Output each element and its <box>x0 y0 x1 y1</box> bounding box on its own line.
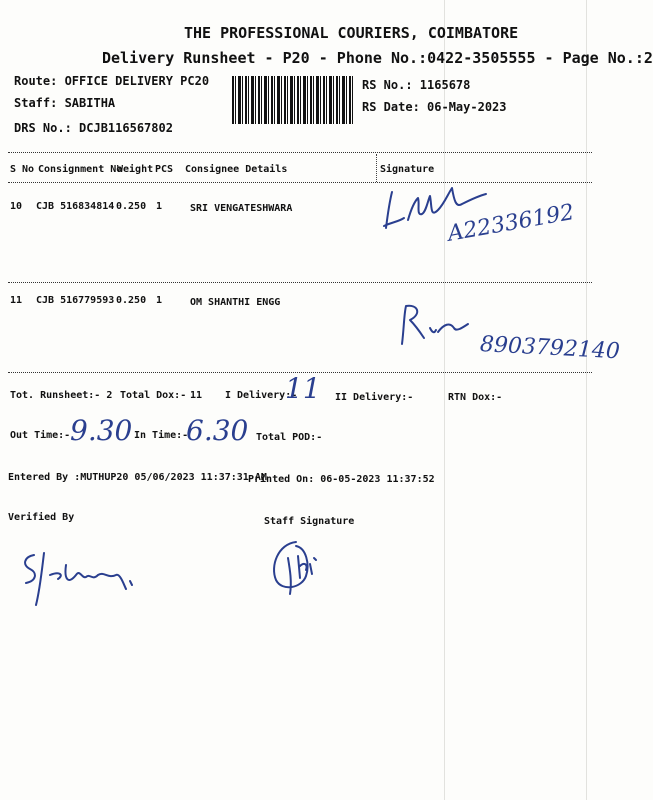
scan-line <box>444 0 445 800</box>
rtn-dox-label: RTN Dox:- <box>448 392 503 403</box>
i-delivery-label: I Delivery:- <box>225 390 298 401</box>
verifier-signature <box>20 545 140 615</box>
row-consignment: CJB 516834814 <box>36 201 115 212</box>
i-delivery-value: 11 <box>285 372 321 405</box>
route-label: Route: OFFICE DELIVERY PC20 <box>14 74 210 88</box>
runsheet-subtitle: Delivery Runsheet - P20 - Phone No.:0422-3505555 - Page No.:2 <box>102 49 653 67</box>
total-pod-label: Total POD:- <box>256 432 323 443</box>
total-dox-value: 11 <box>190 390 203 401</box>
rs-number: RS No.: 1165678 <box>362 78 471 92</box>
header-divider <box>376 154 377 182</box>
verified-by-label: Verified By <box>8 512 75 523</box>
col-header-consignee: Consignee Details <box>185 164 288 175</box>
handwritten-phone-number: 8903792140 <box>479 332 621 365</box>
in-time-value: 6.30 <box>186 414 249 447</box>
total-dox-label: Total Dox:- <box>120 390 187 401</box>
ii-delivery-label: II Delivery:- <box>335 392 414 403</box>
col-header-sno: S No <box>10 164 35 175</box>
barcode <box>232 76 354 124</box>
col-header-pcs: PCS <box>155 164 174 175</box>
staff-signature-label: Staff Signature <box>264 516 355 527</box>
staff-signature <box>266 538 326 598</box>
col-header-weight: Weight <box>117 164 154 175</box>
row-sno: 11 <box>10 295 23 306</box>
table-header-rule <box>8 182 592 183</box>
entered-by: Entered By :MUTHUP20 05/06/2023 11:37:31 AM <box>8 472 267 483</box>
row-pcs: 1 <box>156 201 163 212</box>
row-pcs: 1 <box>156 295 163 306</box>
row-consignment: CJB 516779593 <box>36 295 115 306</box>
out-time-value: 9.30 <box>70 414 133 447</box>
row-weight: 0.250 <box>116 201 147 212</box>
recipient-signature-2 <box>396 298 476 348</box>
out-time-label: Out Time:- <box>10 430 71 441</box>
row-sno: 10 <box>10 201 23 212</box>
row-consignee: OM SHANTHI ENGG <box>190 297 281 308</box>
row-consignee: SRI VENGATESHWARA <box>190 203 293 214</box>
scan-line <box>586 0 587 800</box>
handwritten-id-number: A22336192 <box>445 199 577 247</box>
staff-label: Staff: SABITHA <box>14 96 116 110</box>
total-runsheet: Tot. Runsheet:- 2 <box>10 390 113 401</box>
company-title: THE PROFESSIONAL COURIERS, COIMBATORE <box>184 24 519 42</box>
row-separator <box>8 282 592 283</box>
printed-on: Printed On: 06-05-2023 11:37:52 <box>248 474 435 485</box>
table-top-rule <box>8 152 592 153</box>
in-time-label: In Time:- <box>134 430 189 441</box>
col-header-consignment: Consignment No <box>38 164 123 175</box>
col-header-signature: Signature <box>380 164 435 175</box>
drs-number: DRS No.: DCJB116567802 <box>14 121 173 135</box>
row-weight: 0.250 <box>116 295 147 306</box>
rs-date: RS Date: 06-May-2023 <box>362 100 507 114</box>
